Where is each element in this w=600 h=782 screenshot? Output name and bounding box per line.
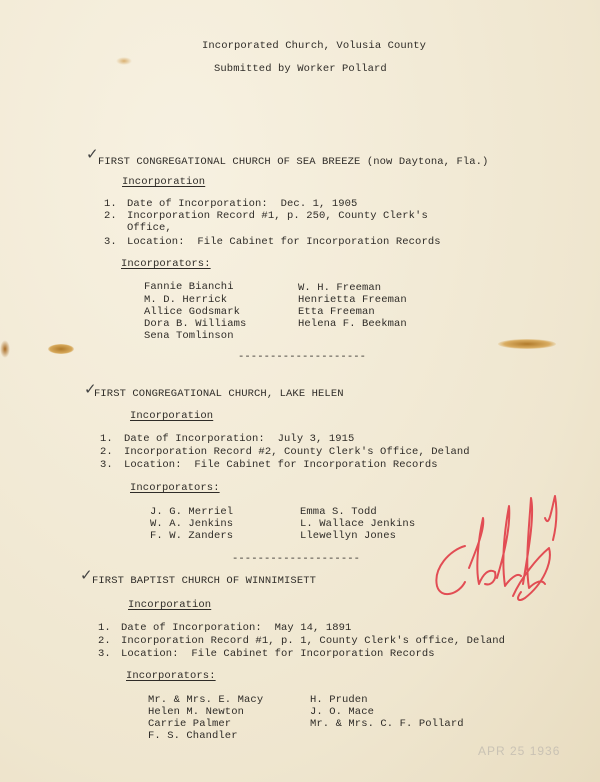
section-separator: -------------------- [232, 553, 361, 565]
incorporator-name: Etta Freeman [298, 306, 375, 318]
incorporators-heading: Incorporators: [126, 670, 216, 682]
item-number: 3. [104, 236, 117, 248]
section-separator: -------------------- [238, 351, 367, 363]
item-number: 3. [100, 459, 113, 471]
item-text: Date of Incorporation: Dec. 1, 1905 [127, 198, 358, 210]
page-title: Incorporated Church, Volusia County [202, 40, 427, 52]
item-number: 1. [104, 198, 117, 210]
page-subtitle: Submitted by Worker Pollard [214, 63, 387, 75]
item-number: 2. [104, 210, 117, 222]
item-number: 3. [98, 648, 111, 660]
incorporator-name: Emma S. Todd [300, 506, 377, 518]
incorporator-name: Allice Godsmark [144, 306, 241, 318]
incorporator-name: Llewellyn Jones [300, 530, 397, 542]
incorporator-name: L. Wallace Jenkins [300, 518, 416, 530]
check-mark-icon: ✓ [80, 566, 93, 584]
item-text: Date of Incorporation: July 3, 1915 [124, 433, 355, 445]
incorporator-name: J. O. Mace [310, 706, 375, 718]
incorporator-name: Helena F. Beekman [298, 318, 407, 330]
item-number: 1. [100, 433, 113, 445]
incorporator-name: W. A. Jenkins [150, 518, 234, 530]
stain-top [116, 57, 132, 65]
church-name: FIRST CONGREGATIONAL CHURCH OF SEA BREEZE (now Daytona, Fla.) [98, 156, 489, 168]
incorporator-name: Dora B. Williams [144, 318, 247, 330]
incorporator-name: J. G. Merriel [150, 506, 234, 518]
check-mark-icon: ✓ [86, 145, 99, 163]
incorporator-name: W. H. Freeman [298, 282, 382, 294]
incorporator-name: F. W. Zanders [150, 530, 234, 542]
item-text: Office, [127, 222, 172, 234]
item-number: 2. [98, 635, 111, 647]
item-number: 2. [100, 446, 113, 458]
church-name: FIRST CONGREGATIONAL CHURCH, LAKE HELEN [94, 388, 344, 400]
incorporator-name: Mr. & Mrs. E. Macy [148, 694, 264, 706]
item-text: Location: File Cabinet for Incorporation Records [121, 648, 435, 660]
incorporator-name: Fannie Bianchi [144, 281, 234, 293]
incorporator-name: M. D. Herrick [144, 294, 228, 306]
incorporator-name: H. Pruden [310, 694, 368, 706]
stain-left-edge [0, 340, 10, 358]
item-text: Location: File Cabinet for Incorporation Records [127, 236, 441, 248]
item-text: Incorporation Record #1, p. 1, County Clerk's office, Deland [121, 635, 506, 647]
item-text: Incorporation Record #1, p. 250, County Clerk's [127, 210, 428, 222]
incorporators-heading: Incorporators: [121, 258, 211, 270]
incorporator-name: F. S. Chandler [148, 730, 238, 742]
incorporator-name: Henrietta Freeman [298, 294, 407, 306]
incorporator-name: Helen M. Newton [148, 706, 245, 718]
stain-right [498, 339, 556, 349]
check-mark-icon: ✓ [84, 380, 97, 398]
item-text: Incorporation Record #2, County Clerk's Office, Deland [124, 446, 470, 458]
incorporators-heading: Incorporators: [130, 482, 220, 494]
incorporator-name: Carrie Palmer [148, 718, 232, 730]
signature-scrawl [425, 488, 575, 618]
incorporation-heading: Incorporation [130, 410, 214, 422]
item-text: Date of Incorporation: May 14, 1891 [121, 622, 352, 634]
item-text: Location: File Cabinet for Incorporation Records [124, 459, 438, 471]
incorporator-name: Mr. & Mrs. C. F. Pollard [310, 718, 464, 730]
incorporation-heading: Incorporation [122, 176, 206, 188]
incorporator-name: Sena Tomlinson [144, 330, 234, 342]
incorporation-heading: Incorporation [128, 599, 212, 611]
item-number: 1. [98, 622, 111, 634]
date-stamp: APR 25 1936 [478, 744, 561, 758]
church-name: FIRST BAPTIST CHURCH OF WINNIMISETT [92, 575, 317, 587]
stain-left [48, 344, 74, 354]
